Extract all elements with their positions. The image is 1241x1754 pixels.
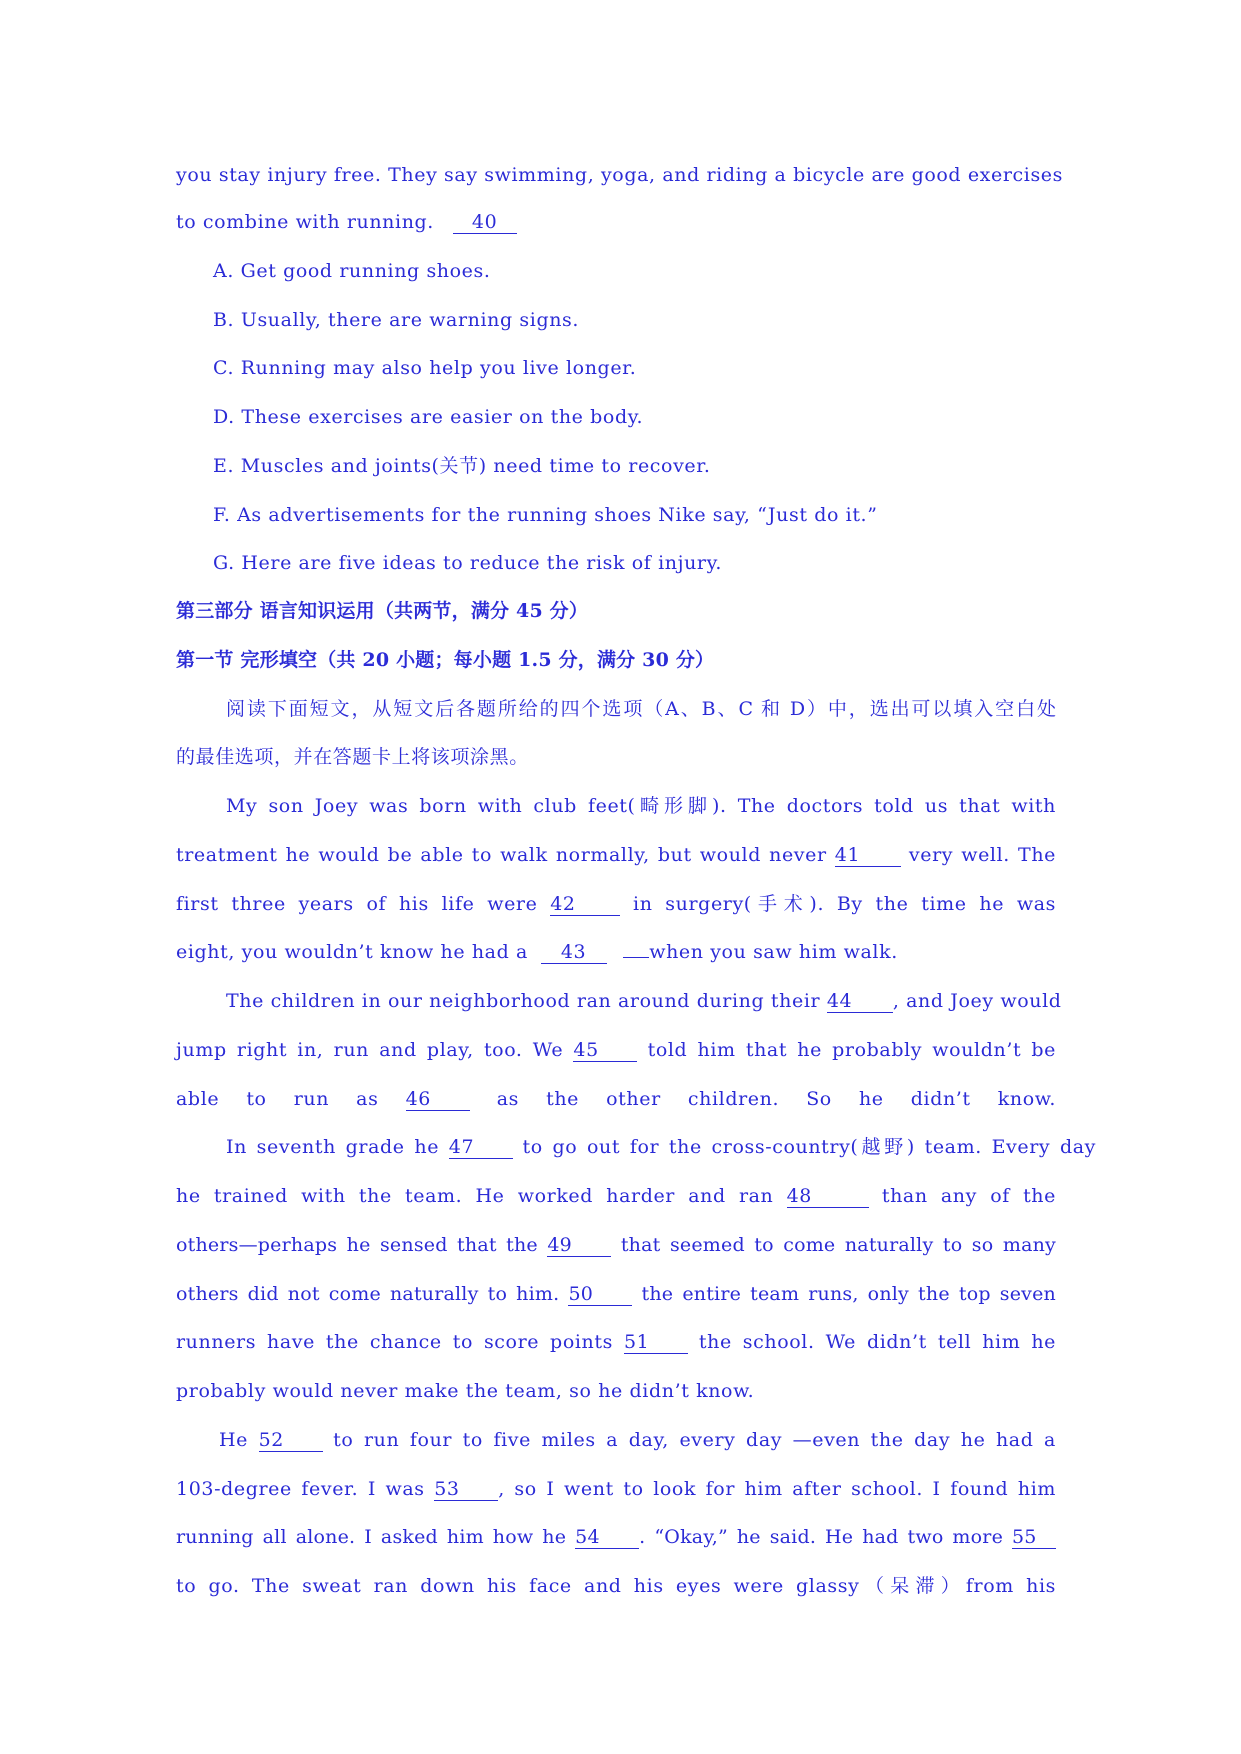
- cloze-line: [219, 1427, 1056, 1453]
- answer-blank: 51: [624, 1331, 688, 1354]
- cloze-line: [176, 1086, 1056, 1112]
- answer-blank: 42: [550, 893, 620, 916]
- answer-blank: 44: [827, 990, 893, 1013]
- cloze-text: that seemed to come naturally to so many: [620, 1234, 1056, 1256]
- answer-blank: 53: [434, 1478, 498, 1501]
- section-heading: 第三部分 语言知识运用（共两节，满分 45 分）: [176, 600, 589, 622]
- instructions-line: 阅读下面短文，从短文后各题所给的四个选项（A、B、C 和 D）中，选出可以填入空白处: [226, 698, 1056, 720]
- cloze-line: [176, 891, 1056, 917]
- cloze-text: runners have the chance to score points: [176, 1331, 613, 1353]
- cloze-line: [226, 1134, 1096, 1160]
- cloze-line: [176, 1524, 1056, 1550]
- answer-blank: 48: [787, 1185, 869, 1208]
- answer-blank: 55: [1012, 1526, 1056, 1549]
- cloze-line: [176, 1329, 1056, 1355]
- instructions-line: 的最佳选项，并在答题卡上将该项涂黑。: [176, 746, 529, 768]
- cloze-line: [176, 1476, 1056, 1502]
- cloze-line: [226, 988, 1062, 1014]
- cloze-text: He: [219, 1429, 249, 1451]
- cloze-text: in surgery(手术). By the time he was: [633, 893, 1056, 915]
- cloze-text: . “Okay,” he said. He had two more: [639, 1526, 1004, 1548]
- passage-line: [176, 209, 1056, 235]
- answer-blank: 54: [575, 1526, 639, 1549]
- cloze-text: others—perhaps he sensed that the: [176, 1234, 538, 1256]
- answer-blank: 52: [259, 1429, 323, 1452]
- answer-blank: 49: [547, 1234, 611, 1257]
- cloze-text: running all alone. I asked him how he: [176, 1526, 567, 1548]
- cloze-line: [176, 1183, 1056, 1209]
- option-item: B. Usually, there are warning signs.: [213, 309, 580, 331]
- option-item: E. Muscles and joints(关节) need time to recover.: [213, 455, 711, 477]
- cloze-text: he trained with the team. He worked harder and ran: [176, 1185, 774, 1207]
- cloze-text: than any of the: [881, 1185, 1056, 1207]
- cloze-text: others did not come naturally to him.: [176, 1283, 560, 1305]
- cloze-text: first three years of his life were: [176, 893, 538, 915]
- option-item: A. Get good running shoes.: [213, 260, 491, 282]
- cloze-text: In seventh grade he: [226, 1136, 440, 1158]
- cloze-line: [176, 1232, 1056, 1258]
- cloze-text: to go out for the cross-country(越野) team. Every day: [522, 1136, 1096, 1158]
- cloze-text: to run four to five miles a day, every day —even the day he had a: [333, 1429, 1056, 1451]
- cloze-line: probably would never make the team, so he didn’t know.: [176, 1380, 755, 1402]
- answer-blank: 40: [453, 211, 517, 234]
- cloze-text: The children in our neighborhood ran around during their: [226, 990, 821, 1012]
- answer-blank: 50: [568, 1283, 632, 1306]
- cloze-text: the entire team runs, only the top seven: [641, 1283, 1056, 1305]
- passage-text: to combine with running.: [176, 211, 434, 233]
- cloze-text: told him that he probably wouldn’t be: [647, 1039, 1057, 1061]
- answer-blank: 43: [541, 941, 607, 964]
- answer-blank: 45: [573, 1039, 637, 1062]
- cloze-text: the school. We didn’t tell him he: [698, 1331, 1056, 1353]
- cloze-text: very well. The: [908, 844, 1056, 866]
- subsection-heading: 第一节 完形填空（共 20 小题；每小题 1.5 分，满分 30 分）: [176, 649, 715, 671]
- option-item: D. These exercises are easier on the body.: [213, 406, 644, 428]
- cloze-text: as the other children. So he didn’t know.: [496, 1088, 1057, 1110]
- cloze-line: [176, 1281, 1056, 1307]
- answer-blank: [623, 957, 649, 958]
- option-item: C. Running may also help you live longer.: [213, 357, 637, 379]
- cloze-text: when you saw him walk.: [649, 941, 898, 963]
- passage-line: you stay injury free. They say swimming, yoga, and riding a bicycle are good exercises: [176, 164, 1063, 186]
- cloze-text: eight, you wouldn’t know he had a: [176, 941, 528, 963]
- cloze-text: treatment he would be able to walk normally, but would never: [176, 844, 827, 866]
- answer-blank: 46: [406, 1088, 470, 1111]
- cloze-text: jump right in, run and play, too. We: [176, 1039, 564, 1061]
- cloze-line: to go. The sweat ran down his face and his eyes were glassy（呆滞）from his: [176, 1575, 1056, 1597]
- cloze-text: 103-degree fever. I was: [176, 1478, 425, 1500]
- cloze-text: , and Joey would: [892, 990, 1062, 1012]
- answer-blank: 47: [449, 1136, 513, 1159]
- answer-blank: 41: [835, 844, 901, 867]
- option-item: F. As advertisements for the running shoes Nike say, “Just do it.”: [213, 504, 878, 526]
- cloze-text: , so I went to look for him after school. I found him: [498, 1478, 1056, 1500]
- cloze-text: able to run as: [176, 1088, 379, 1110]
- cloze-line: [176, 939, 1056, 965]
- cloze-line: [176, 842, 1056, 868]
- option-item: G. Here are five ideas to reduce the risk of injury.: [213, 552, 723, 574]
- cloze-line: My son Joey was born with club feet(畸形脚). The doctors told us that with: [226, 795, 1056, 817]
- cloze-line: [176, 1037, 1056, 1063]
